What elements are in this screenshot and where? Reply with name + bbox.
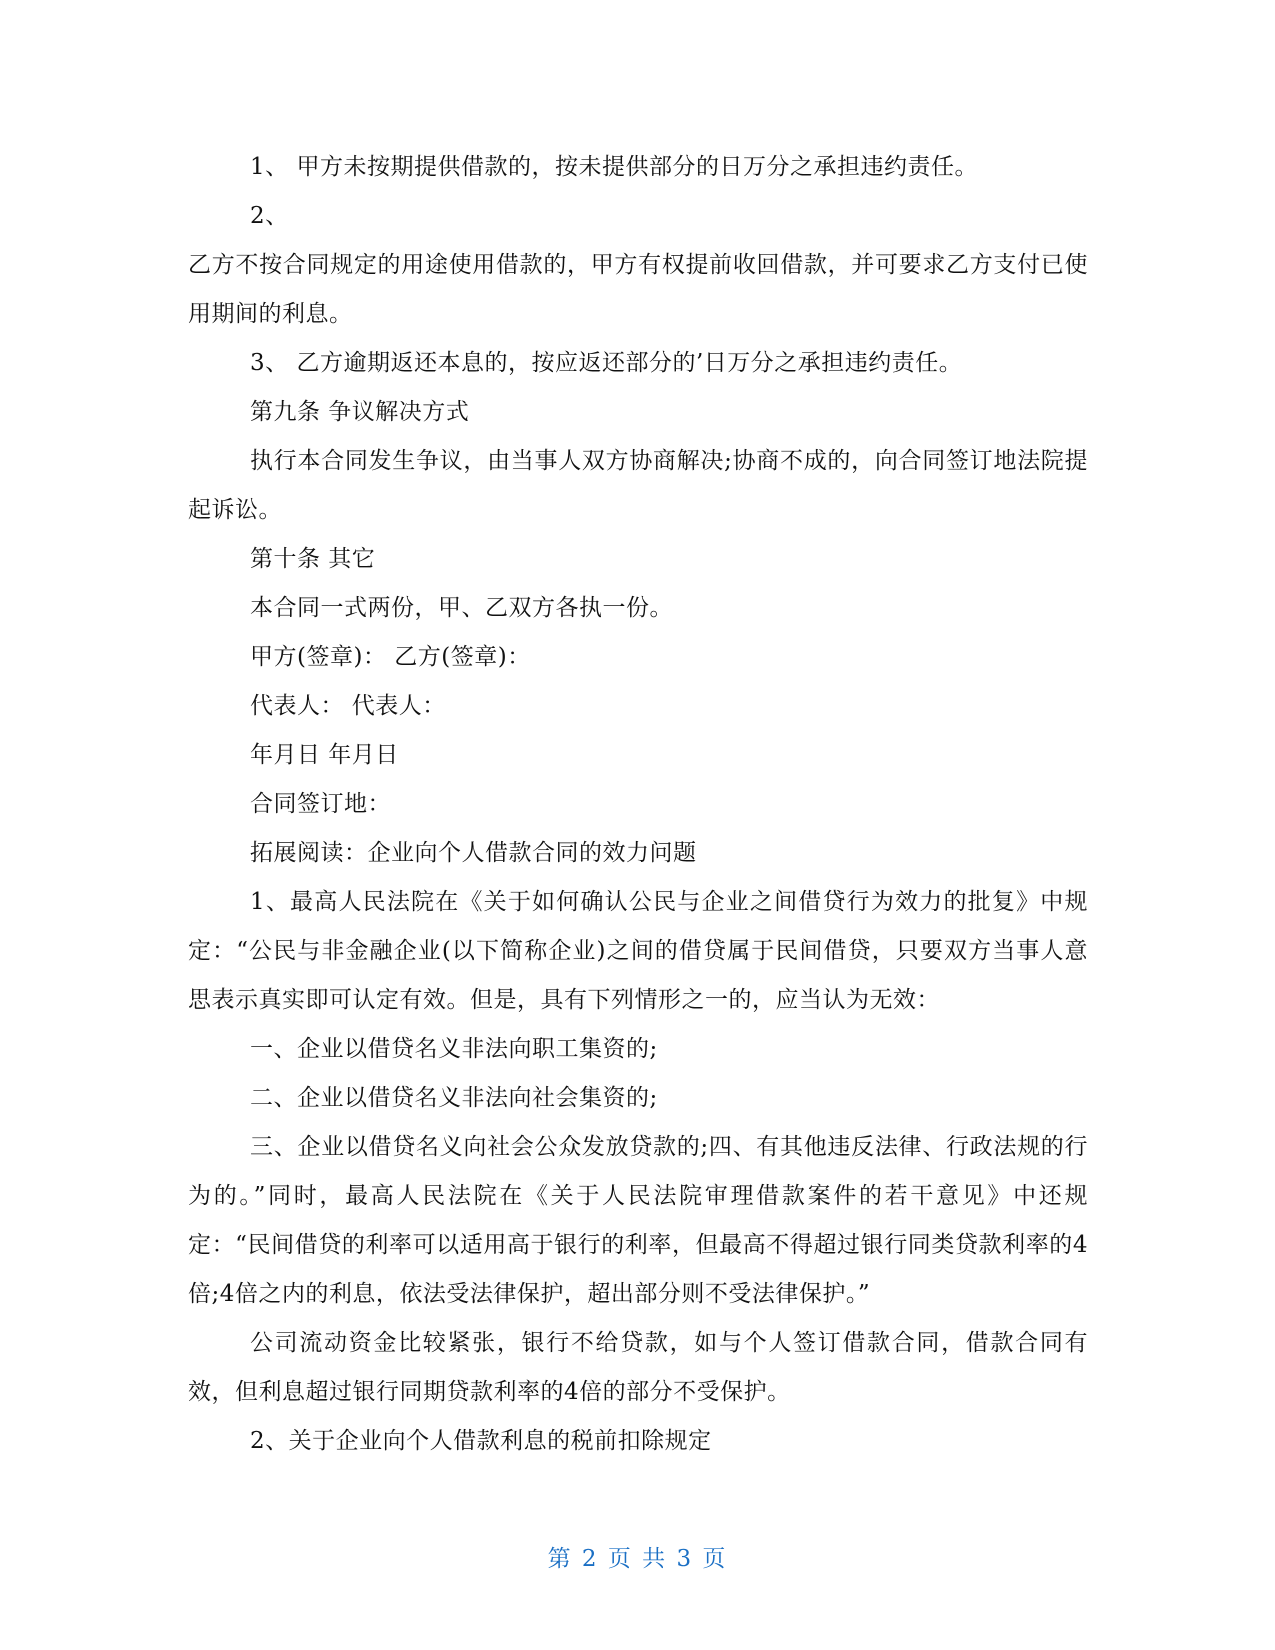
page-number-footer: 第 2 页 共 3 页: [547, 1546, 728, 1572]
article-9-text: 执行本合同发生争议，由当事人双方协商解决;协商不成的，向合同签订地法院提起诉讼。: [188, 448, 1088, 523]
article-9-heading: 第九条 争议解决方式: [250, 399, 470, 425]
signing-place-line: 合同签订地：: [250, 791, 391, 817]
invalid-case-2: 二、企业以借贷名义非法向社会集资的;: [250, 1085, 658, 1111]
extended-reading-heading: 拓展阅读：企业向个人借款合同的效力问题: [250, 840, 697, 866]
article-10-text: 本合同一式两份，甲、乙双方各执一份。: [250, 595, 673, 621]
clause-item-2-number: 2、: [250, 203, 289, 229]
article-10-heading: 第十条 其它: [250, 546, 376, 572]
invalid-case-1: 一、企业以借贷名义非法向职工集资的;: [250, 1036, 658, 1062]
section-2-heading: 2、关于企业向个人借款利息的税前扣除规定: [250, 1428, 712, 1454]
clause-item-2-text: 乙方不按合同规定的用途使用借款的，甲方有权提前收回借款，并可要求乙方支付已使用期间的利息。: [188, 252, 1088, 327]
representative-line: 代表人： 代表人：: [250, 693, 446, 719]
document-body: [188, 143, 1088, 1466]
date-line: 年月日 年月日: [250, 742, 399, 768]
clause-item-3: 3、 乙方逾期返还本息的，按应返还部分的’日万分之承担违约责任。: [250, 350, 963, 376]
conclusion-para: 公司流动资金比较紧张，银行不给贷款，如与个人签订借款合同，借款合同有效，但利息超过银行同期贷款利率的4倍的部分不受保护。: [188, 1330, 1088, 1405]
clause-item-1: 1、 甲方未按期提供借款的，按未提供部分的日万分之承担违约责任。: [250, 154, 978, 180]
invalid-case-3-4: 三、企业以借贷名义向社会公众发放贷款的;四、有其他违反法律、行政法规的行为的。”同时，最高人民法院在《关于人民法院审理借款案件的若干意见》中还规定：“民间借贷的利率可以适用高于银行的利率，但最高不得超过银行同类贷款利率的4倍;4倍之内的利息，依法受法律保护，超出部分则不受法律保护。”: [188, 1134, 1088, 1307]
extended-reading-para-1: 1、最高人民法院在《关于如何确认公民与企业之间借贷行为效力的批复》中规定：“公民与非金融企业(以下简称企业)之间的借贷属于民间借贷，只要双方当事人意思表示真实即可认定有效。但是，具有下列情形之一的，应当认为无效：: [188, 889, 1088, 1013]
signature-line: 甲方(签章)： 乙方(签章)：: [250, 644, 531, 670]
